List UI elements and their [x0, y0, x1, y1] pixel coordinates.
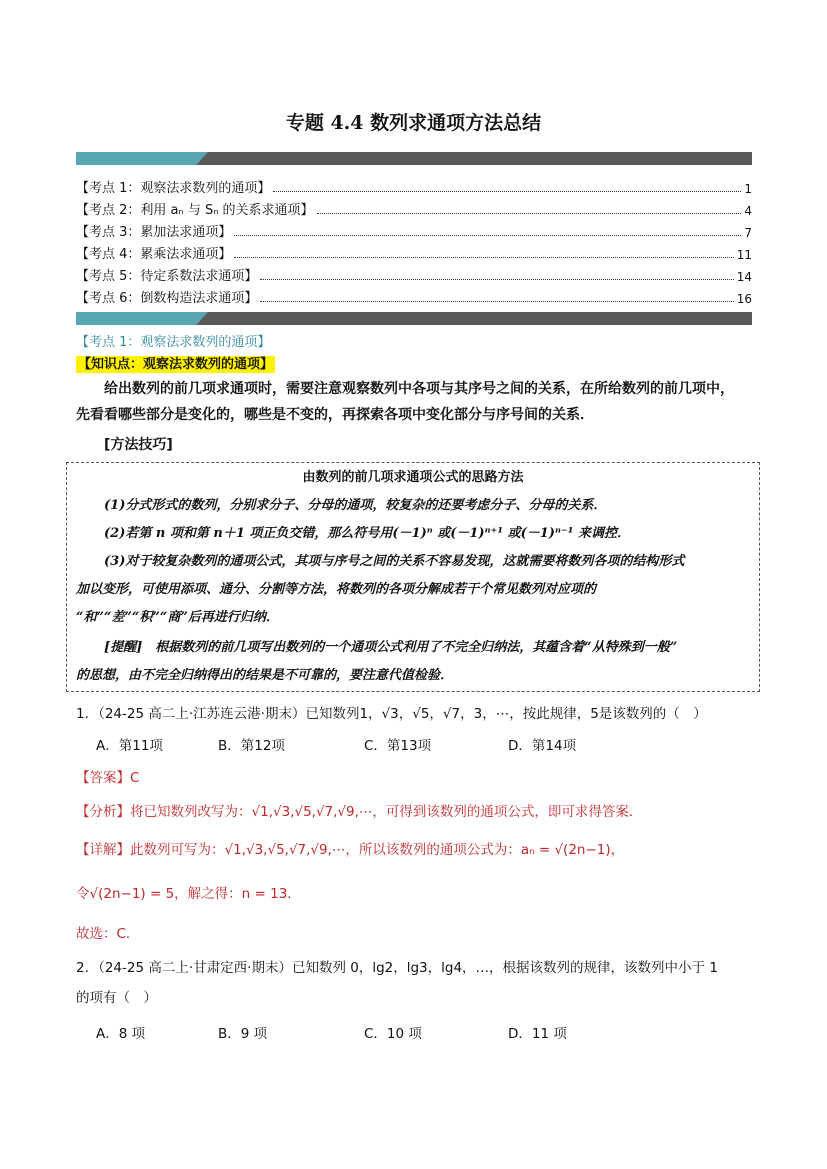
knowledge-point-label: 【知识点：观察法求数列的通项】 — [78, 357, 274, 372]
method-tip-b: 的思想，由不完全归纳得出的结果是不可靠的，要注意代值检验． — [76, 668, 454, 683]
toc-item[interactable] — [76, 220, 752, 240]
analysis-label: 【分析】 — [76, 804, 130, 820]
section-heading: 【考点 1：观察法求数列的通项】 — [76, 335, 271, 350]
method-point-1: (1)分式形式的数列，分别求分子、分母的通项，较复杂的还要考虑分子、分母的关系． — [104, 498, 607, 513]
toc-label: 【考点 1：观察法求数列的通项】 — [76, 181, 271, 196]
toc-item[interactable] — [76, 242, 752, 262]
method-point-3a: (3)对于较复杂数列的通项公式，其项与序号之间的关系不容易发现，这就需要将数列各项的结构形式 — [104, 554, 685, 569]
q1-option-a[interactable]: A．第11项 — [96, 738, 163, 754]
method-label: [方法技巧] — [104, 437, 173, 453]
toc-label: 【考点 4：累乘法求通项】 — [76, 247, 232, 262]
q2-option-a[interactable]: A．8 项 — [96, 1026, 146, 1042]
question-2-stem-line-2: 的项有（ ） — [76, 990, 157, 1006]
q1-conclusion: 故选：C． — [76, 926, 140, 942]
bottom-divider-bar — [76, 312, 752, 325]
detail-label: 【详解】 — [76, 842, 130, 858]
detail-text: 此数列可写为：√1,√3,√5,√7,√9,⋯，所以该数列的通项公式为：aₙ = √(2n−1)， — [130, 842, 625, 858]
page-title: 专题 4.4 数列求通项方法总结 — [285, 112, 542, 134]
intro-line-1: 给出数列的前几项求通项时，需要注意观察数列中各项与其序号之间的关系，在所给数列的前几项中， — [104, 381, 734, 397]
q1-analysis — [76, 800, 642, 820]
toc-label: 【考点 6：倒数构造法求通项】 — [76, 291, 258, 306]
toc-label: 【考点 5：待定系数法求通项】 — [76, 269, 258, 284]
toc-page: 11 — [736, 248, 752, 262]
toc-label: 【考点 2：利用 aₙ 与 Sₙ 的关系求通项】 — [76, 203, 314, 218]
toc-page: 14 — [736, 270, 752, 284]
method-point-3c: “和”“差”“积”“商”后再进行归纳． — [76, 610, 279, 625]
toc-page: 4 — [744, 204, 752, 218]
q1-option-d[interactable]: D．第14项 — [508, 738, 577, 754]
toc-label: 【考点 3：累加法求通项】 — [76, 225, 232, 240]
toc-item[interactable] — [76, 176, 752, 196]
q2-option-c[interactable]: C．10 项 — [364, 1026, 422, 1042]
q1-option-b[interactable]: B．第12项 — [218, 738, 285, 754]
top-divider-bar — [76, 152, 752, 165]
method-point-3b: 加以变形，可使用添项、通分、分割等方法，将数列的各项分解成若干个常见数列对应项的 — [76, 582, 597, 597]
q2-option-b[interactable]: B．9 项 — [218, 1026, 268, 1042]
toc-page: 7 — [744, 226, 752, 240]
toc-item[interactable] — [76, 286, 752, 306]
question-2-stem-line-1: 2．（24-25 高二上·甘肃定西·期末）已知数列 0，lg2，lg3，lg4，…，根据该数列的规律，该数列中小于 1 — [76, 960, 718, 976]
intro-line-2: 先看看哪些部分是变化的，哪些是不变的，再探索各项中变化部分与序号间的关系． — [76, 407, 594, 423]
method-box-title: 由数列的前几项求通项公式的思路方法 — [302, 470, 524, 485]
q1-detail — [76, 838, 624, 858]
toc-item[interactable] — [76, 264, 752, 284]
toc-page: 16 — [736, 292, 752, 306]
analysis-text: 将已知数列改写为：√1,√3,√5,√7,√9,⋯，可得到该数列的通项公式，即可求得答案． — [130, 804, 643, 820]
q2-option-d[interactable]: D．11 项 — [508, 1026, 567, 1042]
method-tip-a: [提醒] 根据数列的前几项写出数列的一个通项公式利用了不完全归纳法，其蕴含着“从特殊到一般” — [104, 640, 678, 655]
method-point-2: (2)若第 n 项和第 n＋1 项正负交错，那么符号用(－1)ⁿ 或(－1)ⁿ⁺¹ 或(－1)ⁿ⁻¹ 来调控． — [104, 526, 630, 541]
toc-page: 1 — [744, 182, 752, 196]
q1-answer: 【答案】C — [76, 770, 140, 786]
q1-option-c[interactable]: C．第13项 — [364, 738, 432, 754]
toc-item[interactable] — [76, 198, 752, 218]
q1-solve-step: 令√(2n−1) = 5，解之得：n = 13． — [76, 886, 301, 902]
question-1-stem: 1．（24-25 高二上·江苏连云港·期末）已知数列1，√3，√5，√7，3，⋯，按此规律，5是该数列的（ ） — [76, 706, 707, 722]
